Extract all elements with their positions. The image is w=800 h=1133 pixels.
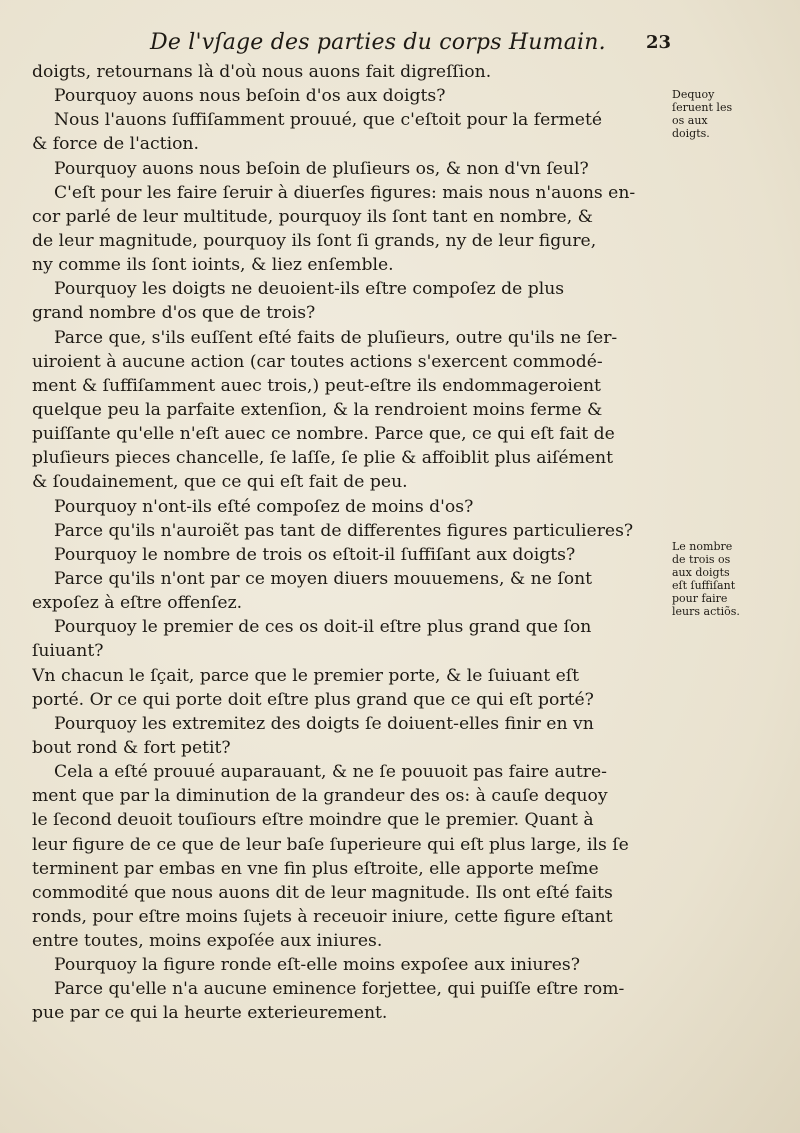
text-line: porté. Or ce qui porte doit eſtre plus grand que ce qui eſt porté? bbox=[32, 689, 594, 710]
text-line: ment que par la diminution de la grandeur des os: à cauſe dequoy bbox=[32, 786, 608, 807]
text-line: quelque peu la parfaite extenſion, & la rendroient moins ferme & bbox=[32, 399, 603, 420]
text-line: commodité que nous auons dit de leur magnitude. Ils ont eſté faits bbox=[32, 882, 613, 903]
text-line: puiſſante qu'elle n'eſt auec ce nombre. Parce que, ce qui eſt fait de bbox=[32, 424, 615, 445]
text-line: entre toutes, moins expoſée aux iniures. bbox=[32, 931, 383, 952]
marginal-note-line: de trois os bbox=[672, 553, 731, 566]
body-text bbox=[32, 60, 664, 1026]
text-line: Parce qu'ils n'auroiẽt pas tant de differentes figures particulieres? bbox=[54, 520, 634, 541]
text-line: Vn chacun le ſçait, parce que le premier porte, & le ſuiuant eſt bbox=[32, 665, 580, 686]
marginal-note-line: doigts. bbox=[672, 127, 710, 140]
text-line: bout rond & fort petit? bbox=[32, 737, 231, 758]
text-line: Pourquoy les extremitez des doigts ſe doiuent-elles finir en vn bbox=[54, 713, 594, 734]
text-line: Cela a eſté prouué auparauant, & ne ſe pouuoit pas faire autre- bbox=[54, 762, 607, 783]
text-line: Pourquoy auons nous beſoin d'os aux doigts? bbox=[54, 86, 446, 107]
text-line: & ſoudainement, que ce qui eſt fait de peu. bbox=[32, 472, 408, 493]
text-line: doigts, retournans là d'où nous auons fait digreſſion. bbox=[32, 62, 492, 82]
text-line: Pourquoy auons nous beſoin de pluſieurs os, & non d'vn ſeul? bbox=[54, 158, 589, 179]
text-line: ſuiuant? bbox=[32, 641, 104, 662]
marginal-note-line: eſt ſuffiſant bbox=[672, 579, 736, 592]
marginal-note-dequoy bbox=[672, 88, 780, 140]
text-line: Parce qu'elle n'a aucune eminence forjettee, qui puiſſe eſtre rom- bbox=[54, 979, 625, 1000]
text-line: le ſecond deuoit touſiours eſtre moindre que le premier. Quant à bbox=[32, 810, 594, 831]
text-line: Pourquoy n'ont-ils eſté compoſez de moins d'os? bbox=[54, 496, 474, 517]
text-line: terminent par embas en vne fin plus eſtroite, elle apporte meſme bbox=[32, 858, 599, 879]
text-line: expoſez à eſtre offenſez. bbox=[32, 593, 243, 614]
text-line: Pourquoy le premier de ces os doit-il eſtre plus grand que ſon bbox=[54, 617, 592, 638]
text-line: & force de l'action. bbox=[32, 134, 199, 155]
text-line: Pourquoy le nombre de trois os eſtoit-il ſuffiſant aux doigts? bbox=[54, 544, 576, 565]
marginal-note-line: leurs actiõs. bbox=[672, 605, 740, 618]
text-line: de leur magnitude, pourquoy ils ſont ſi grands, ny de leur figure, bbox=[32, 230, 597, 251]
page-number: 23 bbox=[646, 32, 672, 53]
text-line: uiroient à aucune action (car toutes actions s'exercent commodé- bbox=[32, 351, 603, 372]
marginal-note-nombre bbox=[672, 540, 780, 618]
text-line: Parce que, s'ils euſſent eſté faits de pluſieurs, outre qu'ils ne ſer- bbox=[54, 327, 618, 348]
text-line: cor parlé de leur multitude, pourquoy ils ſont tant en nombre, & bbox=[32, 206, 593, 227]
text-line: ronds, pour eſtre moins ſujets à receuoir iniure, cette figure eſtant bbox=[32, 906, 613, 927]
marginal-note-line: Le nombre bbox=[672, 540, 733, 553]
running-title: De l'vſage des parties du corps Humain. bbox=[150, 30, 606, 55]
marginal-note-line: ſeruent les bbox=[672, 101, 733, 114]
text-line: leur figure de ce que de leur baſe ſuperieure qui eſt plus large, ils ſe bbox=[32, 834, 629, 855]
text-line: Pourquoy la figure ronde eſt-elle moins expoſee aux iniures? bbox=[54, 955, 580, 976]
text-line: Parce qu'ils n'ont par ce moyen diuers mouuemens, & ne ſont bbox=[54, 568, 593, 589]
marginal-note-line: pour faire bbox=[672, 592, 728, 605]
text-line: ny comme ils ſont ioints, & liez enſemble. bbox=[32, 255, 394, 276]
text-line: ment & ſuffiſamment auec trois,) peut-eſtre ils endommageroient bbox=[32, 375, 601, 396]
marginal-note-line: os aux bbox=[672, 114, 708, 127]
text-line: pue par ce qui la heurte exterieurement. bbox=[32, 1003, 388, 1024]
text-line: pluſieurs pieces chancelle, ſe laſſe, ſe plie & affoiblit plus aiſément bbox=[32, 448, 614, 469]
marginal-note-line: aux doigts bbox=[672, 566, 730, 579]
marginal-note-line: Dequoy bbox=[672, 88, 715, 101]
text-line: Nous l'auons ſuffiſamment prouué, que c'eſtoit pour la fermeté bbox=[54, 110, 603, 131]
text-line: grand nombre d'os que de trois? bbox=[32, 303, 316, 324]
text-line: C'eſt pour les faire ſeruir à diuerſes figures: mais nous n'auons en- bbox=[54, 182, 636, 203]
text-line: Pourquoy les doigts ne deuoient-ils eſtre compoſez de plus bbox=[54, 279, 565, 300]
